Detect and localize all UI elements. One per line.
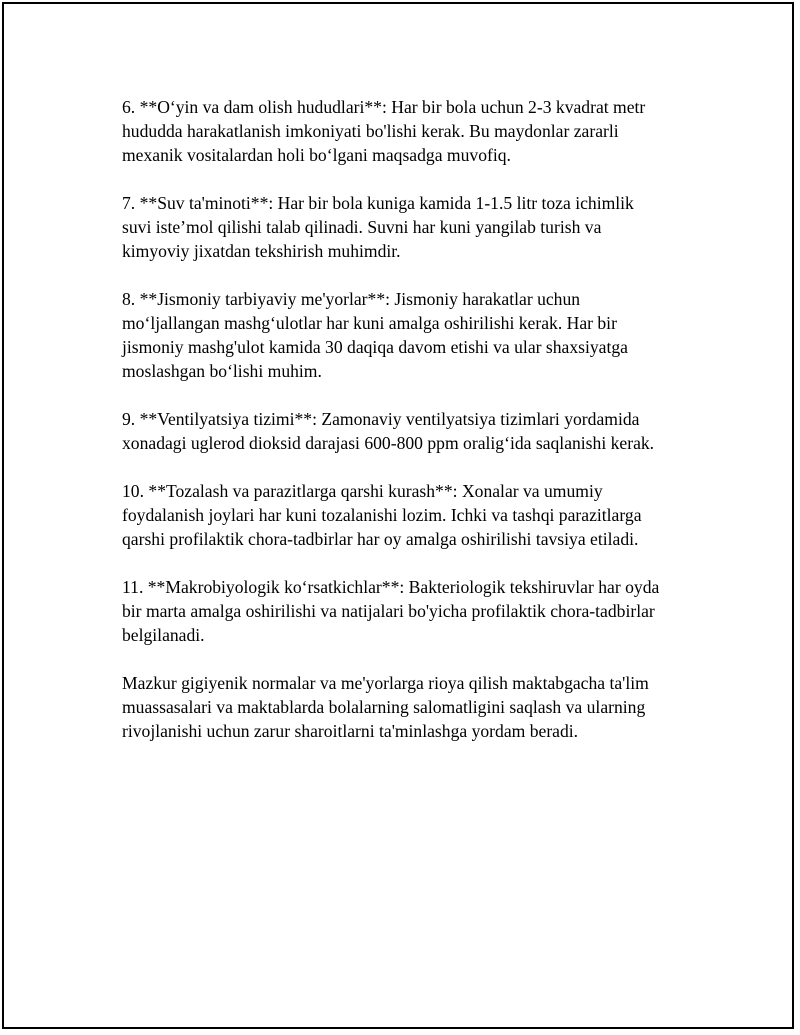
paragraph-8-physical-education: 8. **Jismoniy tarbiyaviy me'yorlar**: Jismoniy harakatlar uchun mo‘ljallangan mashg‘ulotlar har kuni amalga oshirilishi kerak. Har bir jismoniy mashg'ulot kamida 30 daqiqa davom etishi va ular shaxsiyatga moslashgan bo‘lishi muhim. (122, 289, 628, 381)
paragraph-9-ventilation: 9. **Ventilyatsiya tizimi**: Zamonaviy ventilyatsiya tizimlari yordamida xonadagi uglerod dioksid darajasi 600-800 ppm oralig‘ida saqlanishi kerak. (122, 409, 655, 453)
paragraph-10-cleaning: 10. **Tozalash va parazitlarga qarshi kurash**: Xonalar va umumiy foydalanish joylari har kuni tozalanishi lozim. Ichki va tashqi parazitlarga qarshi profilaktik chora-tadbirlar har oy amalga oshirilishi tavsiya etiladi. (122, 481, 642, 549)
paragraph-11-microbiology: 11. **Makrobiyologik ko‘rsatkichlar**: Bakteriologik tekshiruvlar har oyda bir marta amalga oshirilishi va natijalari bo'yicha profilaktik chora-tadbirlar belgilanadi. (122, 577, 660, 645)
paragraph-7-water-supply: 7. **Suv ta'minoti**: Har bir bola kuniga kamida 1-1.5 litr toza ichimlik suvi iste’mol qilishi talab qilinadi. Suvni har kuni yangilab turish va kimyoviy jixatdan tekshirish muhimdir. (122, 193, 634, 261)
paragraph-conclusion: Mazkur gigiyenik normalar va me'yorlarga rioya qilish maktabgacha ta'lim muassasalari va maktablarda bolalarning salomatligini saqlash va ularning rivojlanishi uchun zarur sharoitlarni ta'minlashga yordam beradi. (122, 673, 649, 741)
document-body (122, 95, 722, 767)
page-frame (2, 2, 794, 1029)
paragraph-6-play-areas: 6. **O‘yin va dam olish hududlari**: Har bir bola uchun 2-3 kvadrat metr hududda harakatlanish imkoniyati bo'lishi kerak. Bu maydonlar zararli mexanik vositalardan holi bo‘lgani maqsadga muvofiq. (122, 97, 646, 165)
